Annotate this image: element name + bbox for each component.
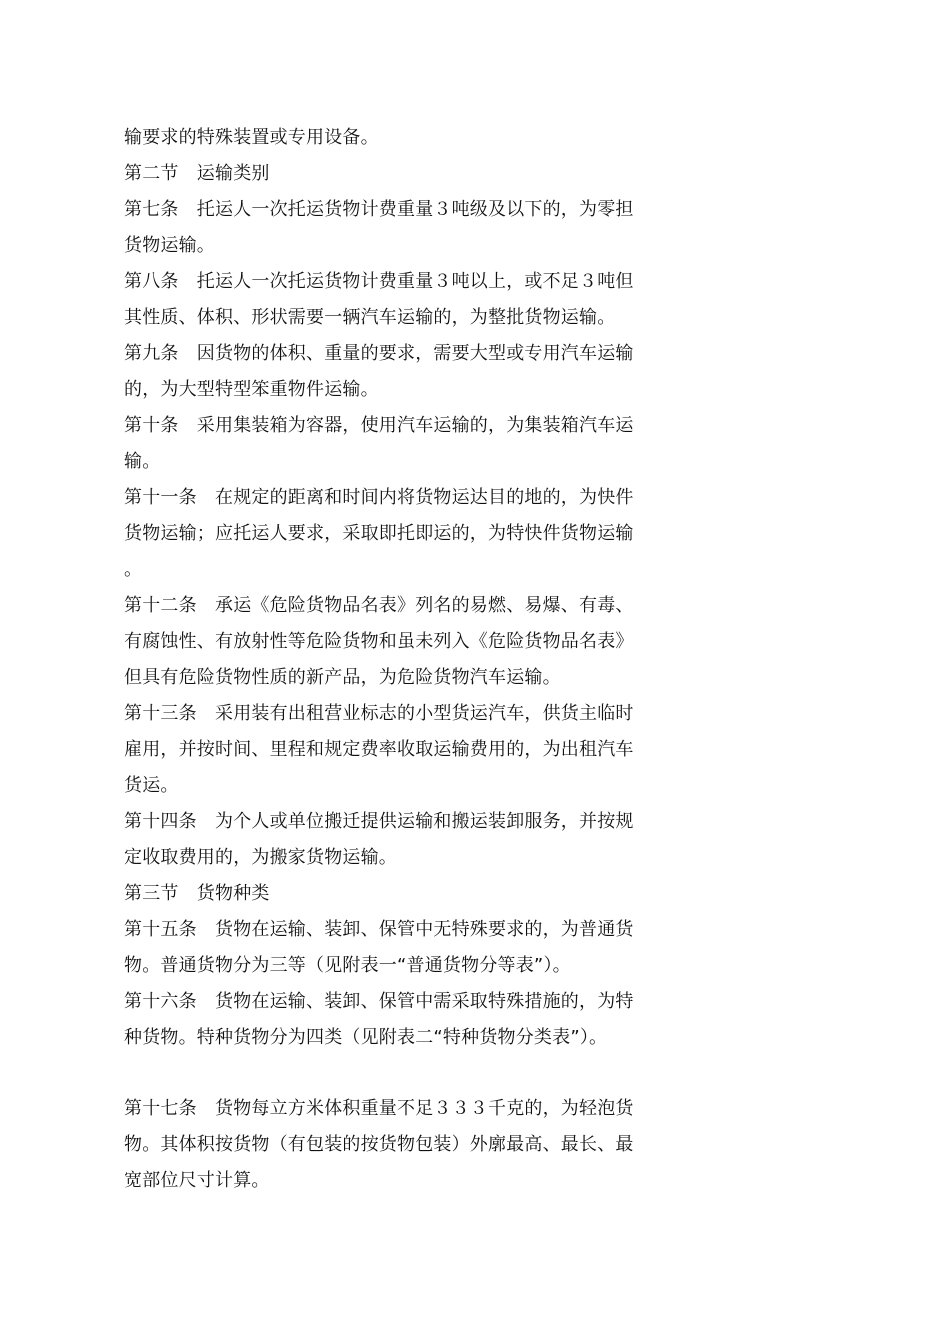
article-line: 第八条 托运人一次托运货物计费重量３吨以上，或不足３吨但 (124, 271, 634, 292)
text-line: 定收取费用的，为搬家货物运输。 (124, 847, 397, 868)
article-line: 第九条 因货物的体积、重量的要求，需要大型或专用汽车运输 (124, 343, 634, 364)
article-line: 第十一条 在规定的距离和时间内将货物运达目的地的，为快件 (124, 487, 634, 508)
text-line: 宽部位尺寸计算。 (124, 1170, 270, 1191)
text-line: 输。 (124, 451, 161, 472)
article-line: 第十五条 货物在运输、装卸、保管中无特殊要求的，为普通货 (124, 919, 634, 940)
text-line: 种货物。特种货物分为四类（见附表二“特种货物分类表”）。 (124, 1027, 608, 1048)
article-line: 第十条 采用集装箱为容器，使用汽车运输的，为集装箱汽车运 (124, 415, 634, 436)
article-line: 第七条 托运人一次托运货物计费重量３吨级及以下的，为零担 (124, 199, 634, 220)
article-line: 第十三条 采用装有出租营业标志的小型货运汽车，供货主临时 (124, 703, 634, 724)
text-line: 物。普通货物分为三等（见附表一“普通货物分等表”）。 (124, 955, 571, 976)
text-line: 货物运输。 (124, 235, 215, 256)
text-line: 货运。 (124, 775, 179, 796)
text-line: 其性质、体积、形状需要一辆汽车运输的，为整批货物运输。 (124, 307, 616, 328)
article-line: 第十二条 承运《危险货物品名表》列名的易燃、易爆、有毒、 (124, 595, 634, 616)
article-line: 第十七条 货物每立方米体积重量不足３３３千克的，为轻泡货 (124, 1098, 634, 1119)
text-line: 。 (124, 559, 143, 580)
text-line: 有腐蚀性、有放射性等危险货物和虽未列入《危险货物品名表》 (124, 631, 634, 652)
text-line: 货物运输；应托运人要求，采取即托即运的，为特快件货物运输 (124, 523, 634, 544)
article-line: 第十六条 货物在运输、装卸、保管中需采取特殊措施的，为特 (124, 991, 634, 1012)
text-line: 但具有危险货物性质的新产品，为危险货物汽车运输。 (124, 667, 561, 688)
text-line: 雇用，并按时间、里程和规定费率收取运输费用的，为出租汽车 (124, 739, 634, 760)
text-line: 输要求的特殊装置或专用设备。 (124, 127, 379, 148)
text-line: 物。其体积按货物（有包装的按货物包装）外廓最高、最长、最 (124, 1134, 634, 1155)
article-line: 第十四条 为个人或单位搬迁提供运输和搬运装卸服务，并按规 (124, 811, 634, 832)
section-heading: 第三节 货物种类 (124, 883, 270, 904)
section-heading: 第二节 运输类别 (124, 163, 270, 184)
text-line: 的，为大型特型笨重物件运输。 (124, 379, 379, 400)
